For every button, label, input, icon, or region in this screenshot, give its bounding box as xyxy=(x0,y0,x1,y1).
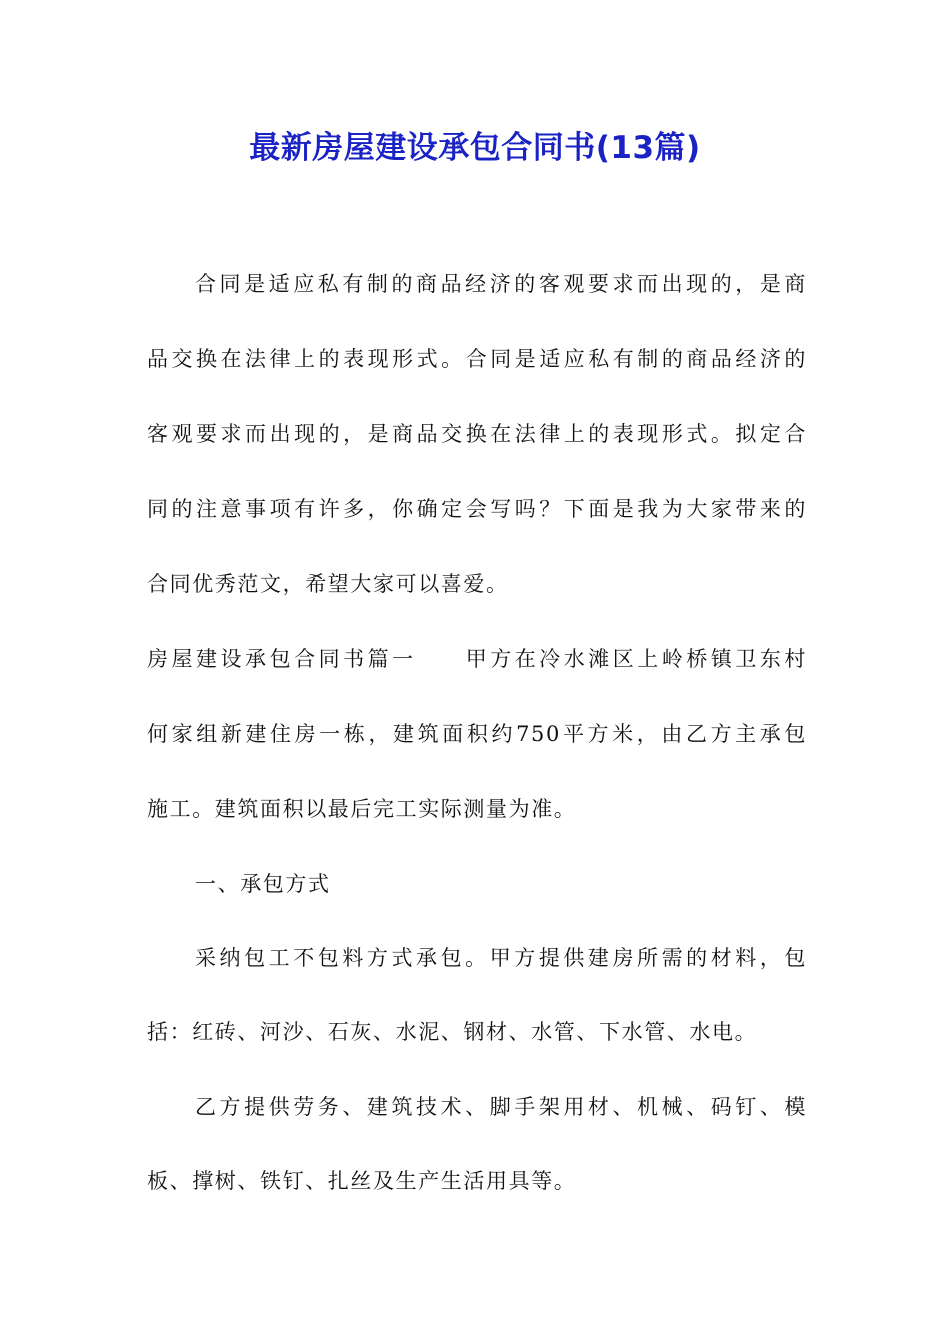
paragraph-line: 客观要求而出现的，是商品交换在法律上的表现形式。拟定合 xyxy=(147,422,807,446)
paragraph-line: 乙方提供劳务、建筑技术、脚手架用材、机械、码钉、模 xyxy=(195,1095,807,1119)
paragraph-line: 施工。建筑面积以最后完工实际测量为准。 xyxy=(147,797,577,821)
paragraph-line: 何家组新建住房一栋，建筑面积约750平方米，由乙方主承包 xyxy=(147,722,807,746)
paragraph-line: 房屋建设承包合同书篇一 甲方在冷水滩区上岭桥镇卫东村 xyxy=(147,647,807,671)
paragraph-line: 采纳包工不包料方式承包。甲方提供建房所需的材料，包 xyxy=(195,946,807,970)
paragraph-line: 品交换在法律上的表现形式。合同是适应私有制的商品经济的 xyxy=(147,347,807,371)
paragraph-line: 合同优秀范文，希望大家可以喜爱。 xyxy=(147,572,509,596)
paragraph-line: 板、撑树、铁钉、扎丝及生产生活用具等。 xyxy=(147,1169,577,1193)
paragraph-line: 合同是适应私有制的商品经济的客观要求而出现的，是商 xyxy=(195,272,807,296)
section-heading: 一、承包方式 xyxy=(195,872,331,896)
paragraph-line: 同的注意事项有许多，你确定会写吗？下面是我为大家带来的 xyxy=(147,497,807,521)
paragraph-line: 括：红砖、河沙、石灰、水泥、钢材、水管、下水管、水电。 xyxy=(147,1020,758,1044)
document-title: 最新房屋建设承包合同书(13篇) xyxy=(249,130,701,166)
